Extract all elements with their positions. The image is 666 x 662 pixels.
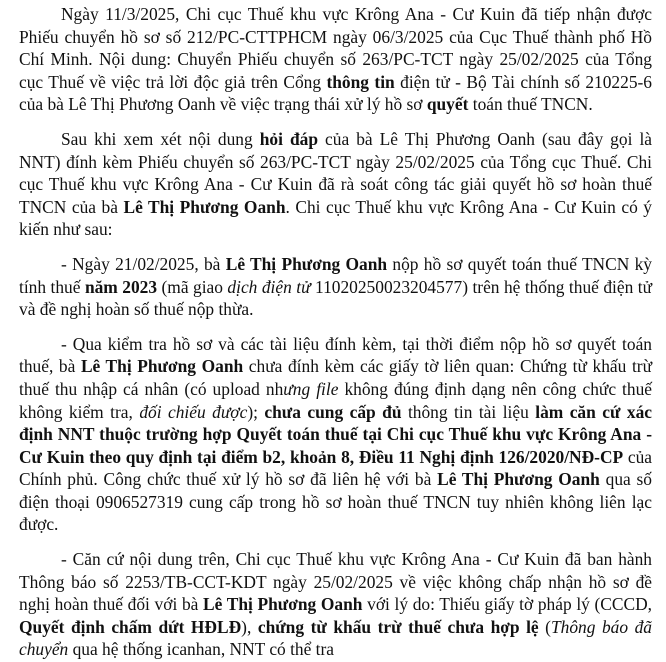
text-segment: 11020250023204577) trên hệ thống thuế điện tử và đề nghị hoàn số thuế nộp thừa. xyxy=(19,276,652,320)
text-segment: qua số điện thoại 0906527319 cung cấp trong hồ sơ hoàn thuế TNCN tuy nhiên không liên lạc được. xyxy=(19,469,652,535)
text-segment: Lê Thị Phương Oanh xyxy=(225,253,388,274)
text-segment: ), xyxy=(241,616,258,637)
text-segment: ); xyxy=(247,401,265,422)
paragraph-p2 xyxy=(19,128,652,241)
text-segment: năm 2023 xyxy=(84,276,158,297)
text-segment: Lê Thị Phương Oanh xyxy=(80,356,244,377)
text-segment: nộp hồ sơ quyết toán thuế TNCN kỳ tính thuế xyxy=(19,253,652,297)
text-segment: với lý do: Thiếu giấy tờ pháp lý (CCCD, xyxy=(362,594,653,615)
text-segment: đối chiếu được xyxy=(139,401,248,422)
text-segment: quyết xyxy=(426,94,469,115)
text-segment: của bà Lê Thị Phương Oanh (sau đây gọi là NNT) đính kèm Phiếu chuyển số 263/PC-TCT ngày 25/02/2025 của Tổng cục Thuế. Chi cục Thuế khu vực Krông Ana - Cư Kuin đã rà soát công tác giải quyết hồ sơ hoàn thuế TNCN của bà xyxy=(19,128,652,217)
text-segment: ưng file xyxy=(283,378,339,399)
text-segment: - Qua kiểm tra hồ sơ và các tài liệu đính kèm, tại thời điểm nộp hồ sơ quyết toán thuế, bà xyxy=(19,333,652,377)
text-segment: - Ngày 21/02/2025, bà xyxy=(61,253,226,274)
text-segment: Sau khi xem xét nội dung xyxy=(61,128,260,149)
text-segment: Lê Thị Phương Oanh xyxy=(123,196,286,217)
text-segment: qua hệ thống icanhan, NNT có thể tra xyxy=(68,639,335,660)
text-segment: toán thuế TNCN. xyxy=(468,94,593,115)
paragraph-p4 xyxy=(19,333,652,536)
text-segment: Thông báo đã chuyển xyxy=(19,616,653,660)
text-segment: thông tin xyxy=(326,71,395,92)
text-segment: dịch điện tử xyxy=(227,276,311,297)
text-segment: . Chi cục Thuế khu vực Krông Ana - Cư Kuin có ý kiến như sau: xyxy=(19,196,652,240)
paragraph-p5 xyxy=(19,548,652,661)
text-segment: chưa đính kèm các giấy tờ liên quan: Chứng từ khấu trừ thuế thu nhập cá nhân (có upload nh xyxy=(19,356,653,399)
text-segment: ( xyxy=(538,616,551,637)
text-segment: thông tin tài liệu xyxy=(401,401,536,422)
text-segment: Lê Thị Phương Oanh xyxy=(203,594,363,615)
text-segment: hỏi đáp xyxy=(259,128,318,149)
text-segment: (mã giao xyxy=(157,276,228,297)
text-segment: làm căn cứ xác định NNT thuộc trường hợp Quyết toán thuế tại Chi cục Thuế khu vực Krông Ana - Cư Kuin theo quy định tại điểm b2, khoản 8, Điều 11 Nghị định 126/2020/NĐ-CP xyxy=(19,401,652,467)
paragraph-p3 xyxy=(19,253,652,321)
text-segment: - Căn cứ nội dung trên, Chi cục Thuế khu vực Krông Ana - Cư Kuin đã ban hành Thông báo số 2253/TB-CCT-KDT ngày 25/02/2025 về việc không chấp nhận hồ sơ đề nghị hoàn thuế đối với bà xyxy=(19,549,652,615)
paragraph-p1 xyxy=(19,3,652,116)
text-segment: chứng từ khấu trừ thuế chưa hợp lệ xyxy=(257,616,539,637)
text-segment: Lê Thị Phương Oanh xyxy=(437,469,600,490)
text-segment: Quyết định chấm dứt HĐLĐ xyxy=(19,616,242,637)
text-segment: Ngày 11/3/2025, Chi cục Thuế khu vực Krông Ana - Cư Kuin đã tiếp nhận được Phiếu chuyển hồ sơ số 212/PC-CTTPHCM ngày 06/3/2025 của Cục Thuế thành phố Hồ Chí Minh. Nội dung: Chuyển Phiếu chuyển số 263/PC-TCT ngày 25/02/2025 của Tổng cục Thuế về việc trả lời độc giả trên Cổng xyxy=(19,4,652,92)
text-segment: chưa cung cấp đủ xyxy=(264,401,402,422)
text-segment: của Chính phủ. Công chức thuế xử lý hồ sơ đã liên hệ với bà xyxy=(19,446,652,490)
text-segment: điện tử - Bộ Tài chính số 210225-6 của bà Lê Thị Phương Oanh về việc trạng thái xử lý hồ sơ xyxy=(19,71,652,115)
text-segment: không đúng định dạng nên công chức thuế không kiểm tra, xyxy=(19,378,652,422)
